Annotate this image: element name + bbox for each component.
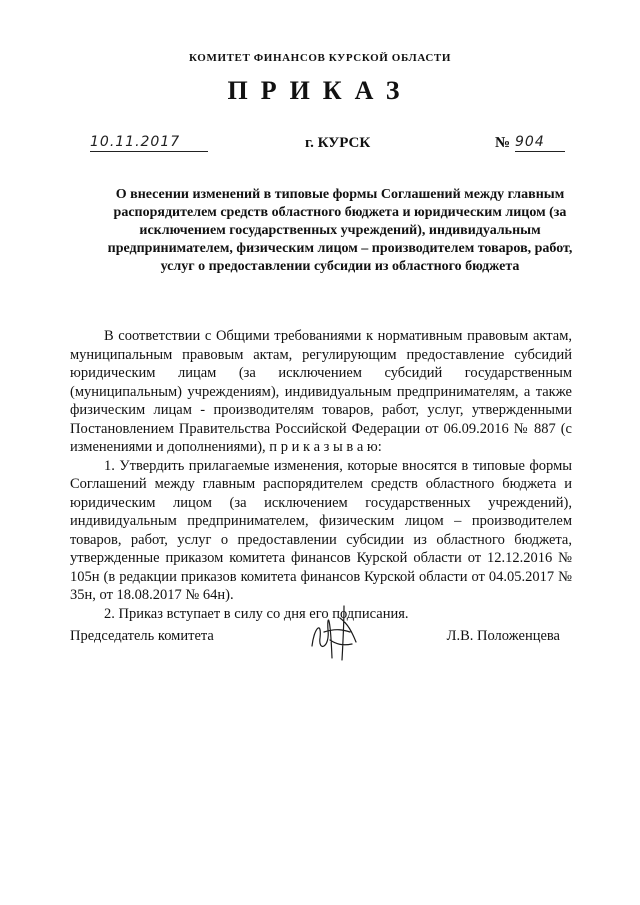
document-city: г. КУРСК bbox=[305, 135, 371, 151]
number-underline bbox=[515, 151, 565, 152]
number-label: № bbox=[495, 135, 511, 151]
document-meta-row bbox=[90, 134, 570, 156]
handwritten-signature bbox=[300, 602, 372, 662]
document-title: ПРИКАЗ bbox=[227, 76, 413, 105]
document-body bbox=[70, 327, 572, 623]
document-date: 10.11.2017 bbox=[90, 134, 181, 150]
document-number: 904 bbox=[515, 134, 545, 150]
signature-block bbox=[70, 628, 572, 668]
issuer-name: КОМИТЕТ ФИНАНСОВ КУРСКОЙ ОБЛАСТИ bbox=[189, 52, 451, 64]
date-underline bbox=[90, 151, 208, 152]
signatory-name: Л.В. Положенцева bbox=[446, 628, 560, 644]
document-subject: О внесении изменений в типовые формы Соглашений между главным распорядителем средств областного бюджета и юридическим лицом (за исключением государственных учреждений), индивидуальным предпринимателем, физическим лицом – производителем товаров, работ, услуг о предоставлении субсидии из областного бюджета bbox=[107, 187, 573, 274]
item-1-paragraph: 1. Утвердить прилагаемые изменения, которые вносятся в типовые формы Соглашений между главным распорядителем средств областного бюджета и юридическим лицом (за исключением государственных учреждений), индивидуальным предпринимателем, физическим лицом – производителем товаров, работ, услуг о предоставлении субсидии из областного бюджета, утвержденные приказом комитета финансов Курской области от 12.12.2016 № 105н (в редакции приказов комитета финансов Курской области от 04.05.2017 № 35н, от 18.08.2017 № 64н). bbox=[70, 457, 572, 603]
item-2-paragraph: 2. Приказ вступает в силу со дня его подписания. bbox=[104, 605, 409, 622]
preamble-paragraph: В соответствии с Общими требованиями к нормативным правовым актам, муниципальным правовым актам, регулирующим предоставление субсидий юридическим лицам (за исключением субсидий государственным (муниципальным) учреждениям), индивидуальным предпринимателям, а также физическим лицам - производителям товаров, работ, услуг, утвержденными Постановлением Правительства Российской Федерации от 06.09.2016 № 887 (с изменениями и дополнениями), п р и к а з ы в а ю: bbox=[70, 328, 572, 455]
signatory-role: Председатель комитета bbox=[70, 628, 214, 644]
